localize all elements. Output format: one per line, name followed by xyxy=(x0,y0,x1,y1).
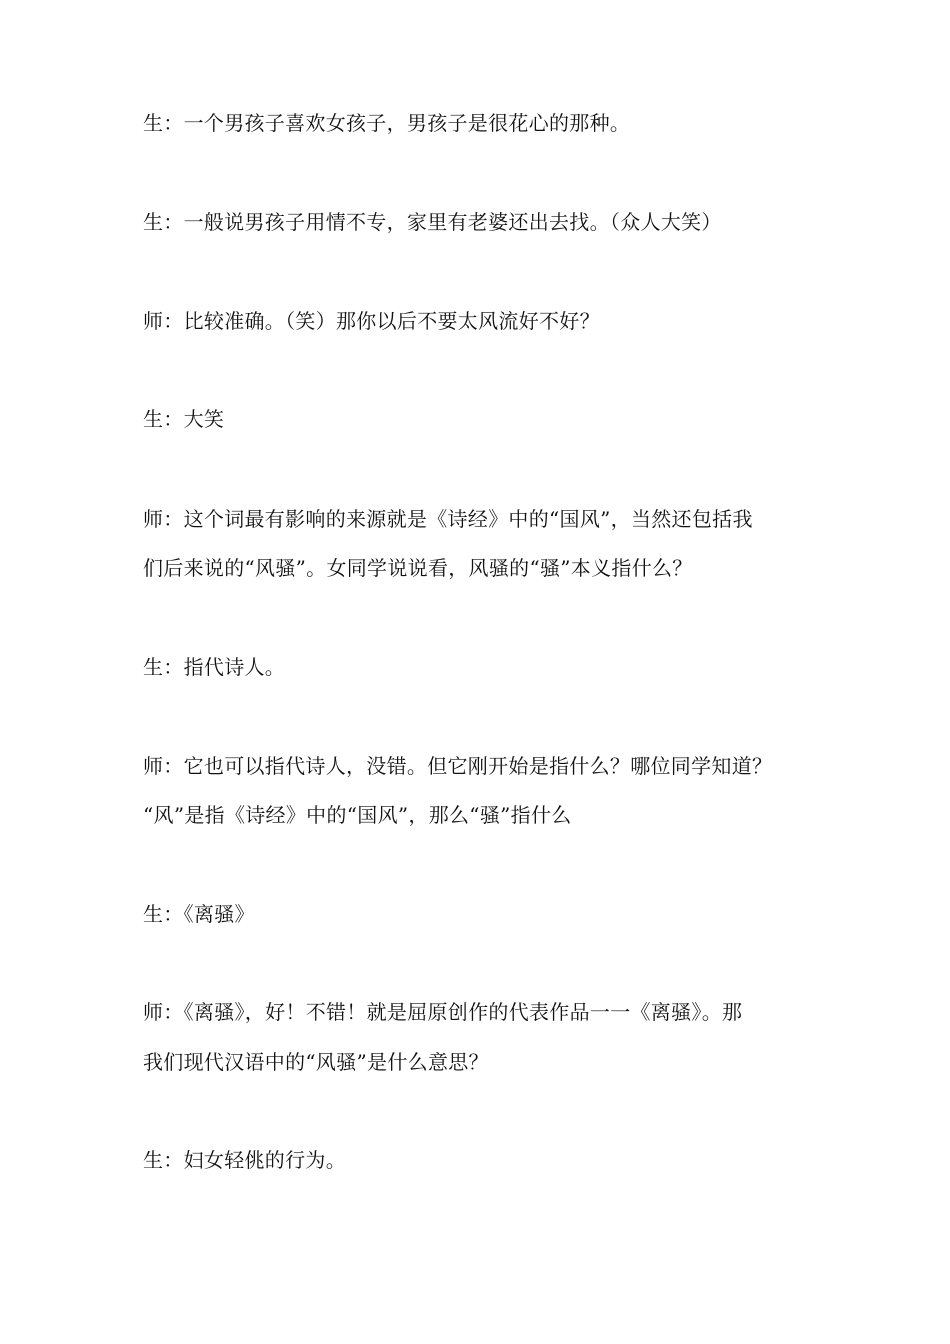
dialogue-line-student: 生：一般说男孩子用情不专，家里有老婆还出去找。（众人大笑） xyxy=(143,210,722,234)
dialogue-line-teacher: 师：这个词最有影响的来源就是《诗经》中的“国风”，当然还包括我 xyxy=(143,507,753,531)
dialogue-line-student: 生：妇女轻佻的行为。 xyxy=(143,1148,346,1172)
dialogue-line-teacher: 师：比较准确。（笑）那你以后不要太风流好不好？ xyxy=(143,309,600,333)
dialogue-line-continuation: 们后来说的“风骚”。女同学说说看，风骚的“骚”本义指什么？ xyxy=(143,556,693,580)
dialogue-line-teacher: 师：它也可以指代诗人，没错。但它刚开始是指什么？哪位同学知道？ xyxy=(143,754,773,778)
dialogue-line-student: 生：大笑 xyxy=(143,407,225,431)
dialogue-line-student: 生：一个男孩子喜欢女孩子，男孩子是很花心的那种。 xyxy=(143,111,631,135)
dialogue-line-continuation: 我们现代汉语中的“风骚”是什么意思？ xyxy=(143,1050,489,1074)
dialogue-line-continuation: “风”是指《诗经》中的“国风”，那么“骚”指什么 xyxy=(143,803,572,827)
dialogue-line-student: 生：指代诗人。 xyxy=(143,655,286,679)
dialogue-line-student: 生：《离骚》 xyxy=(143,902,255,926)
dialogue-line-teacher: 师：《离骚》，好！不错！就是屈原创作的代表作品一一《离骚》。那 xyxy=(143,1000,743,1024)
